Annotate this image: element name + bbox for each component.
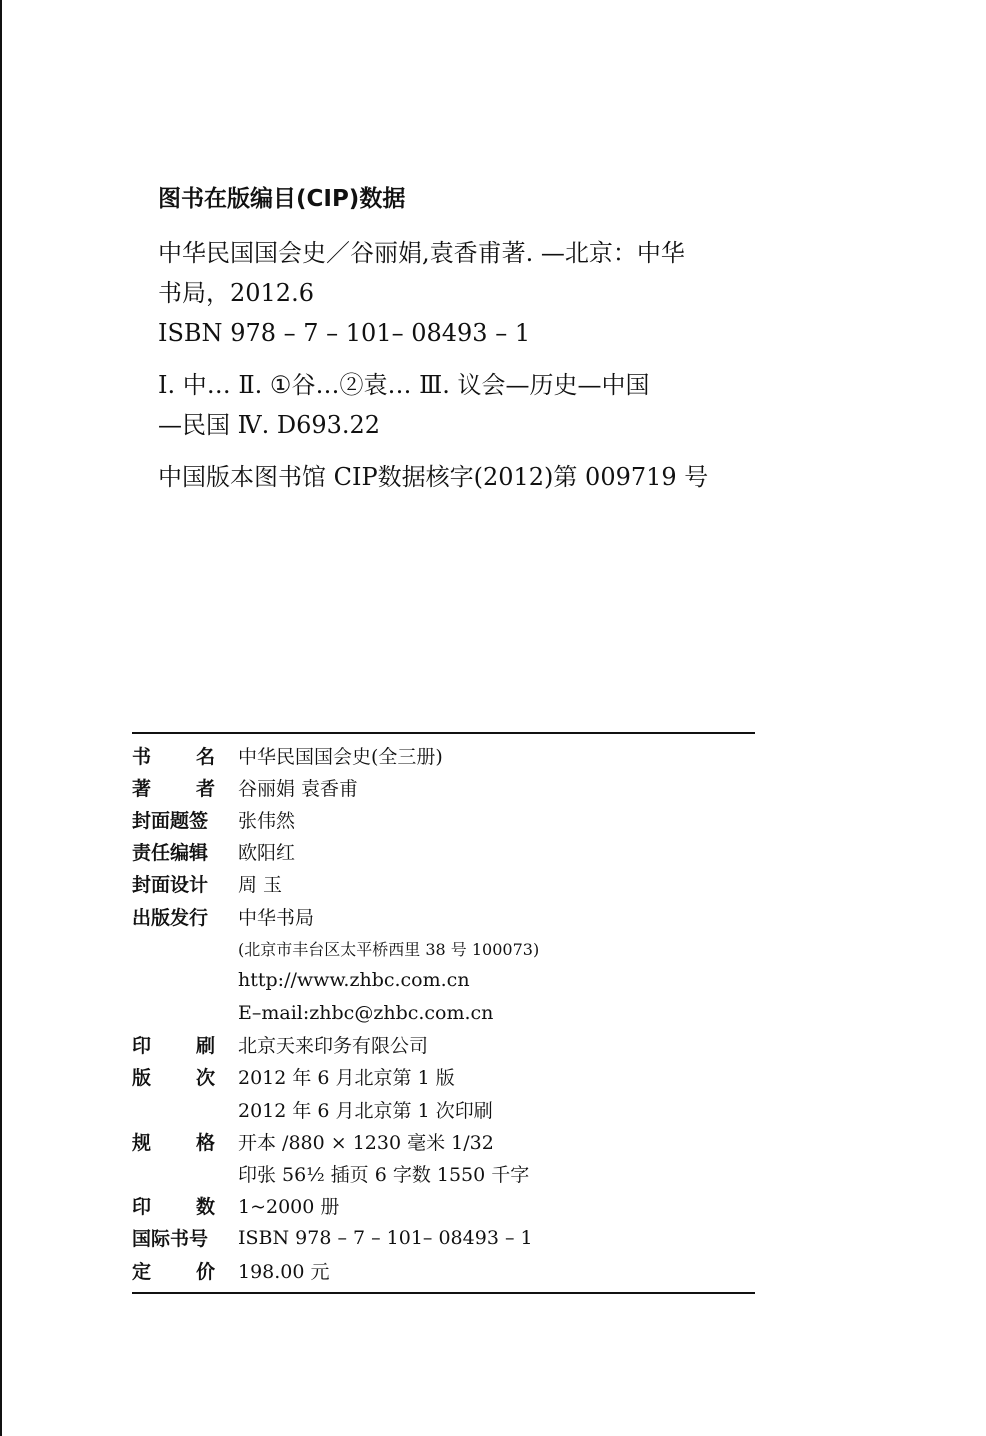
imprint-row bbox=[132, 1061, 755, 1093]
imprint-value: (北京市丰台区太平桥西里 38 号 100073) bbox=[238, 939, 540, 959]
imprint-value: 欧阳红 bbox=[238, 842, 296, 865]
imprint-value: 2012 年 6 月北京第 1 次印刷 bbox=[238, 1099, 493, 1122]
imprint-label-part: 者 bbox=[195, 777, 215, 800]
imprint-block bbox=[132, 732, 755, 1294]
imprint-label bbox=[132, 742, 215, 769]
imprint-label-part: 格 bbox=[195, 1131, 215, 1154]
imprint-label-part: 规 bbox=[132, 1131, 152, 1154]
imprint-row bbox=[132, 739, 755, 771]
imprint-label bbox=[132, 806, 215, 833]
imprint-label bbox=[132, 903, 215, 930]
imprint-row bbox=[132, 1125, 755, 1157]
imprint-label bbox=[132, 1128, 215, 1155]
imprint-label-part: 刷 bbox=[195, 1035, 215, 1058]
cip-line-title: 中华民国国会史／谷丽娟,袁香甫著. —北京：中华 bbox=[158, 239, 685, 267]
imprint-label-part: 出版发行 bbox=[132, 906, 209, 929]
imprint-label-part: 责任编辑 bbox=[132, 842, 209, 865]
imprint-value: 周 玉 bbox=[238, 874, 283, 897]
imprint-value: 张伟然 bbox=[238, 809, 296, 832]
imprint-label bbox=[132, 870, 215, 897]
cip-title: 图书在版编目(CIP)数据 bbox=[158, 186, 406, 212]
imprint-row bbox=[132, 1190, 755, 1222]
cip-line-classification-2: —民国 Ⅳ. D693.22 bbox=[158, 411, 381, 439]
imprint-row bbox=[132, 964, 755, 996]
cip-line-isbn: ISBN 978 – 7 – 101– 08493 – 1 bbox=[158, 319, 531, 347]
imprint-label-part: 印 bbox=[132, 1196, 152, 1219]
imprint-value: 2012 年 6 月北京第 1 版 bbox=[238, 1067, 455, 1090]
cip-line-publisher: 书局，2012.6 bbox=[158, 279, 314, 307]
imprint-row bbox=[132, 1222, 755, 1254]
imprint-bottom-rule bbox=[132, 1292, 755, 1294]
imprint-label-part: 名 bbox=[195, 745, 215, 768]
imprint-label-part: 定 bbox=[132, 1260, 152, 1283]
imprint-value: 1~2000 册 bbox=[238, 1196, 340, 1219]
imprint-label bbox=[132, 774, 215, 801]
imprint-label bbox=[132, 838, 215, 865]
imprint-row bbox=[132, 803, 755, 835]
imprint-label-part: 版 bbox=[132, 1067, 152, 1090]
imprint-label bbox=[132, 1063, 215, 1090]
imprint-rows bbox=[132, 734, 755, 1286]
imprint-label-part: 著 bbox=[132, 777, 152, 800]
imprint-value: E–mail:zhbc@zhbc.com.cn bbox=[238, 1001, 494, 1024]
imprint-row bbox=[132, 1254, 755, 1286]
imprint-label bbox=[132, 1192, 215, 1219]
imprint-value: 北京天来印务有限公司 bbox=[238, 1035, 429, 1058]
imprint-value: 中华民国国会史(全三册) bbox=[238, 745, 443, 768]
imprint-label-part: 印 bbox=[132, 1035, 152, 1058]
imprint-label bbox=[132, 1224, 215, 1251]
imprint-row bbox=[132, 771, 755, 803]
imprint-label bbox=[132, 1031, 215, 1058]
imprint-value: 印张 56½ 插页 6 字数 1550 千字 bbox=[238, 1164, 530, 1187]
imprint-label-part: 国际书号 bbox=[132, 1228, 209, 1251]
imprint-label-part: 数 bbox=[195, 1196, 215, 1219]
imprint-label-part: 封面设计 bbox=[132, 874, 209, 897]
imprint-label-part: 书 bbox=[132, 745, 152, 768]
page-left-border bbox=[0, 0, 2, 1436]
cip-block bbox=[158, 180, 758, 497]
imprint-label-part: 价 bbox=[195, 1260, 215, 1283]
imprint-value: 198.00 元 bbox=[238, 1260, 330, 1283]
imprint-label-part: 封面题签 bbox=[132, 809, 209, 832]
cip-line-classification-1: Ⅰ. 中… Ⅱ. ①谷…②袁… Ⅲ. 议会—历史—中国 bbox=[158, 371, 650, 399]
imprint-label bbox=[132, 1257, 215, 1284]
imprint-row bbox=[132, 997, 755, 1029]
imprint-row bbox=[132, 900, 755, 932]
imprint-row bbox=[132, 1157, 755, 1189]
imprint-value: http://www.zhbc.com.cn bbox=[238, 969, 470, 992]
cip-line-record-number: 中国版本图书馆 CIP数据核字(2012)第 009719 号 bbox=[158, 463, 709, 491]
imprint-label-part: 次 bbox=[195, 1067, 215, 1090]
imprint-row bbox=[132, 868, 755, 900]
imprint-row bbox=[132, 836, 755, 868]
imprint-value: 中华书局 bbox=[238, 906, 315, 929]
imprint-row bbox=[132, 1029, 755, 1061]
imprint-value: 开本 /880 × 1230 毫米 1/32 bbox=[238, 1131, 494, 1154]
imprint-value: 谷丽娟 袁香甫 bbox=[238, 777, 359, 800]
imprint-value: ISBN 978 – 7 – 101– 08493 – 1 bbox=[238, 1226, 533, 1249]
imprint-row bbox=[132, 1093, 755, 1125]
imprint-row bbox=[132, 932, 755, 964]
